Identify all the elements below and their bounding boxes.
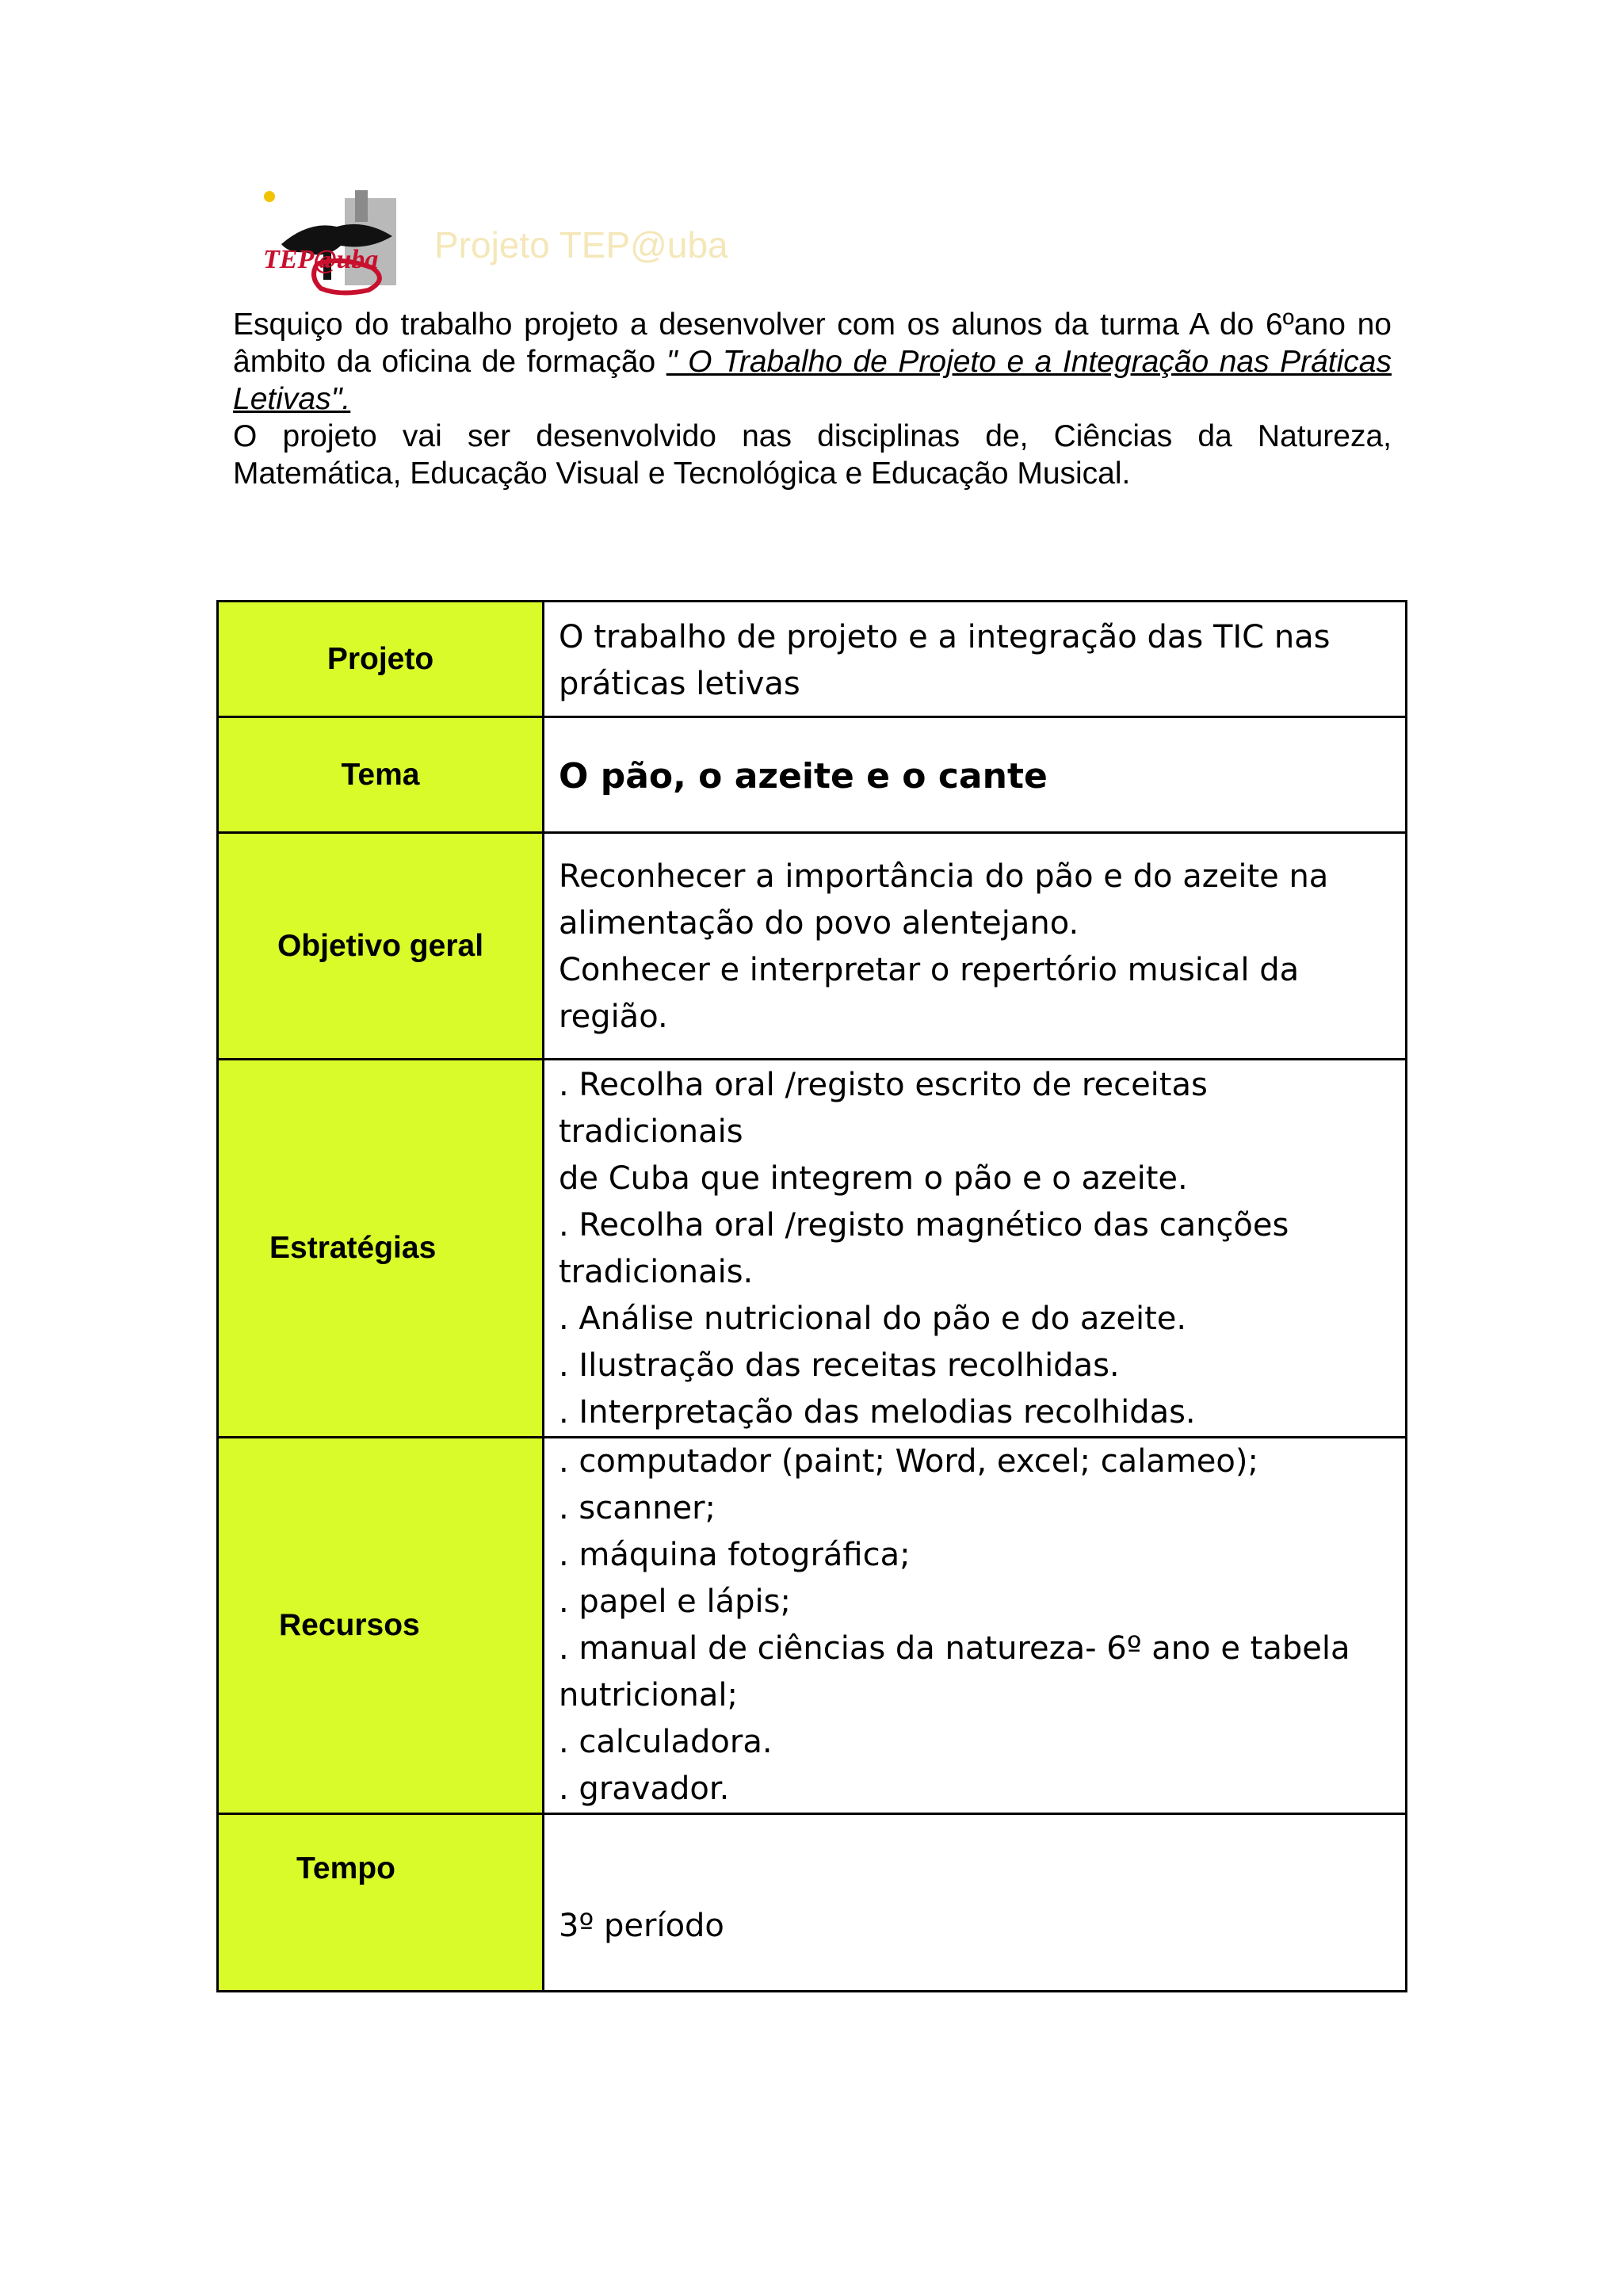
value-recursos <box>544 1438 1407 1814</box>
recurso-item: . manual de ciências da natureza- 6º ano e tabela <box>559 1630 1350 1667</box>
value-projeto <box>544 602 1407 717</box>
project-title: Projeto TEP@uba <box>434 224 728 266</box>
svg-text:TEP@uba: TEP@uba <box>263 245 379 274</box>
estrategia-item: de Cuba que integrem o pão e o azeite. <box>559 1160 1188 1197</box>
label-projeto: Projeto <box>218 602 544 717</box>
sun-icon <box>264 191 275 202</box>
recurso-item: . máquina fotográfica; <box>559 1537 911 1573</box>
label-estrategias: Estratégias <box>218 1060 544 1438</box>
label-tempo: Tempo <box>218 1814 544 1992</box>
projeto-line: práticas letivas <box>559 665 800 702</box>
estrategia-item: . Interpretação das melodias recolhidas. <box>559 1394 1196 1431</box>
value-estrategias <box>544 1060 1407 1438</box>
estrategia-item: tradicionais. <box>559 1254 754 1290</box>
value-tempo <box>544 1814 1407 1992</box>
workshop-title: " O Trabalho de Projeto e a Integração nas Práticas Letivas". <box>233 345 1392 416</box>
recurso-item: . computador (paint; Word, excel; calameo); <box>559 1443 1258 1480</box>
label-recursos: Recursos <box>218 1438 544 1814</box>
estrategia-item: . Recolha oral /registo escrito de receitas tradicionais <box>559 1067 1208 1150</box>
table-row-objetivo <box>218 833 1407 1060</box>
table-row-recursos <box>218 1438 1407 1814</box>
table-row-estrategias <box>218 1060 1407 1438</box>
tema-text: O pão, o azeite e o cante <box>559 756 1048 797</box>
recurso-item: . scanner; <box>559 1490 716 1526</box>
estrategia-item: . Análise nutricional do pão e do azeite. <box>559 1301 1187 1337</box>
objetivo-line: Reconhecer a importância do pão e do azeite na <box>559 858 1329 895</box>
recurso-item: . papel e lápis; <box>559 1584 791 1620</box>
intro-text <box>233 306 1392 492</box>
value-objetivo-geral <box>544 833 1407 1060</box>
label-tema: Tema <box>218 717 544 833</box>
intro-line-1: Esquiço do trabalho projeto a desenvolver com os alunos da turma A do 6ºano no âmbito da oficina de formação <box>233 308 1392 379</box>
estrategia-item: . Ilustração das receitas recolhidas. <box>559 1347 1120 1384</box>
tempo-text: 3º período <box>559 1908 724 1944</box>
table-row-tempo <box>218 1814 1407 1992</box>
intro-paragraph-2: O projeto vai ser desenvolvido nas disciplinas de, Ciências da Natureza, Matemática, Educação Visual e Tecnológica e Educação Musical. <box>233 419 1392 491</box>
projeto-line: O trabalho de projeto e a integração das TIC nas <box>559 618 1331 655</box>
objetivo-line: alimentação do povo alentejano. <box>559 904 1079 942</box>
tepcuba-logo <box>262 189 404 300</box>
table-row-projeto <box>218 602 1407 717</box>
objetivo-line: região. <box>559 998 668 1035</box>
recurso-item: . gravador. <box>559 1771 730 1807</box>
value-tema <box>544 717 1407 833</box>
recurso-item: nutricional; <box>559 1677 738 1713</box>
project-table <box>216 600 1407 1992</box>
estrategia-item: . Recolha oral /registo magnético das canções <box>559 1207 1289 1244</box>
objetivo-line: Conhecer e interpretar o repertório musical da <box>559 951 1300 988</box>
label-objetivo-geral: Objetivo geral <box>218 833 544 1060</box>
table-row-tema <box>218 717 1407 833</box>
intro-paragraph-1 <box>233 306 1392 418</box>
recurso-item: . calculadora. <box>559 1724 773 1760</box>
